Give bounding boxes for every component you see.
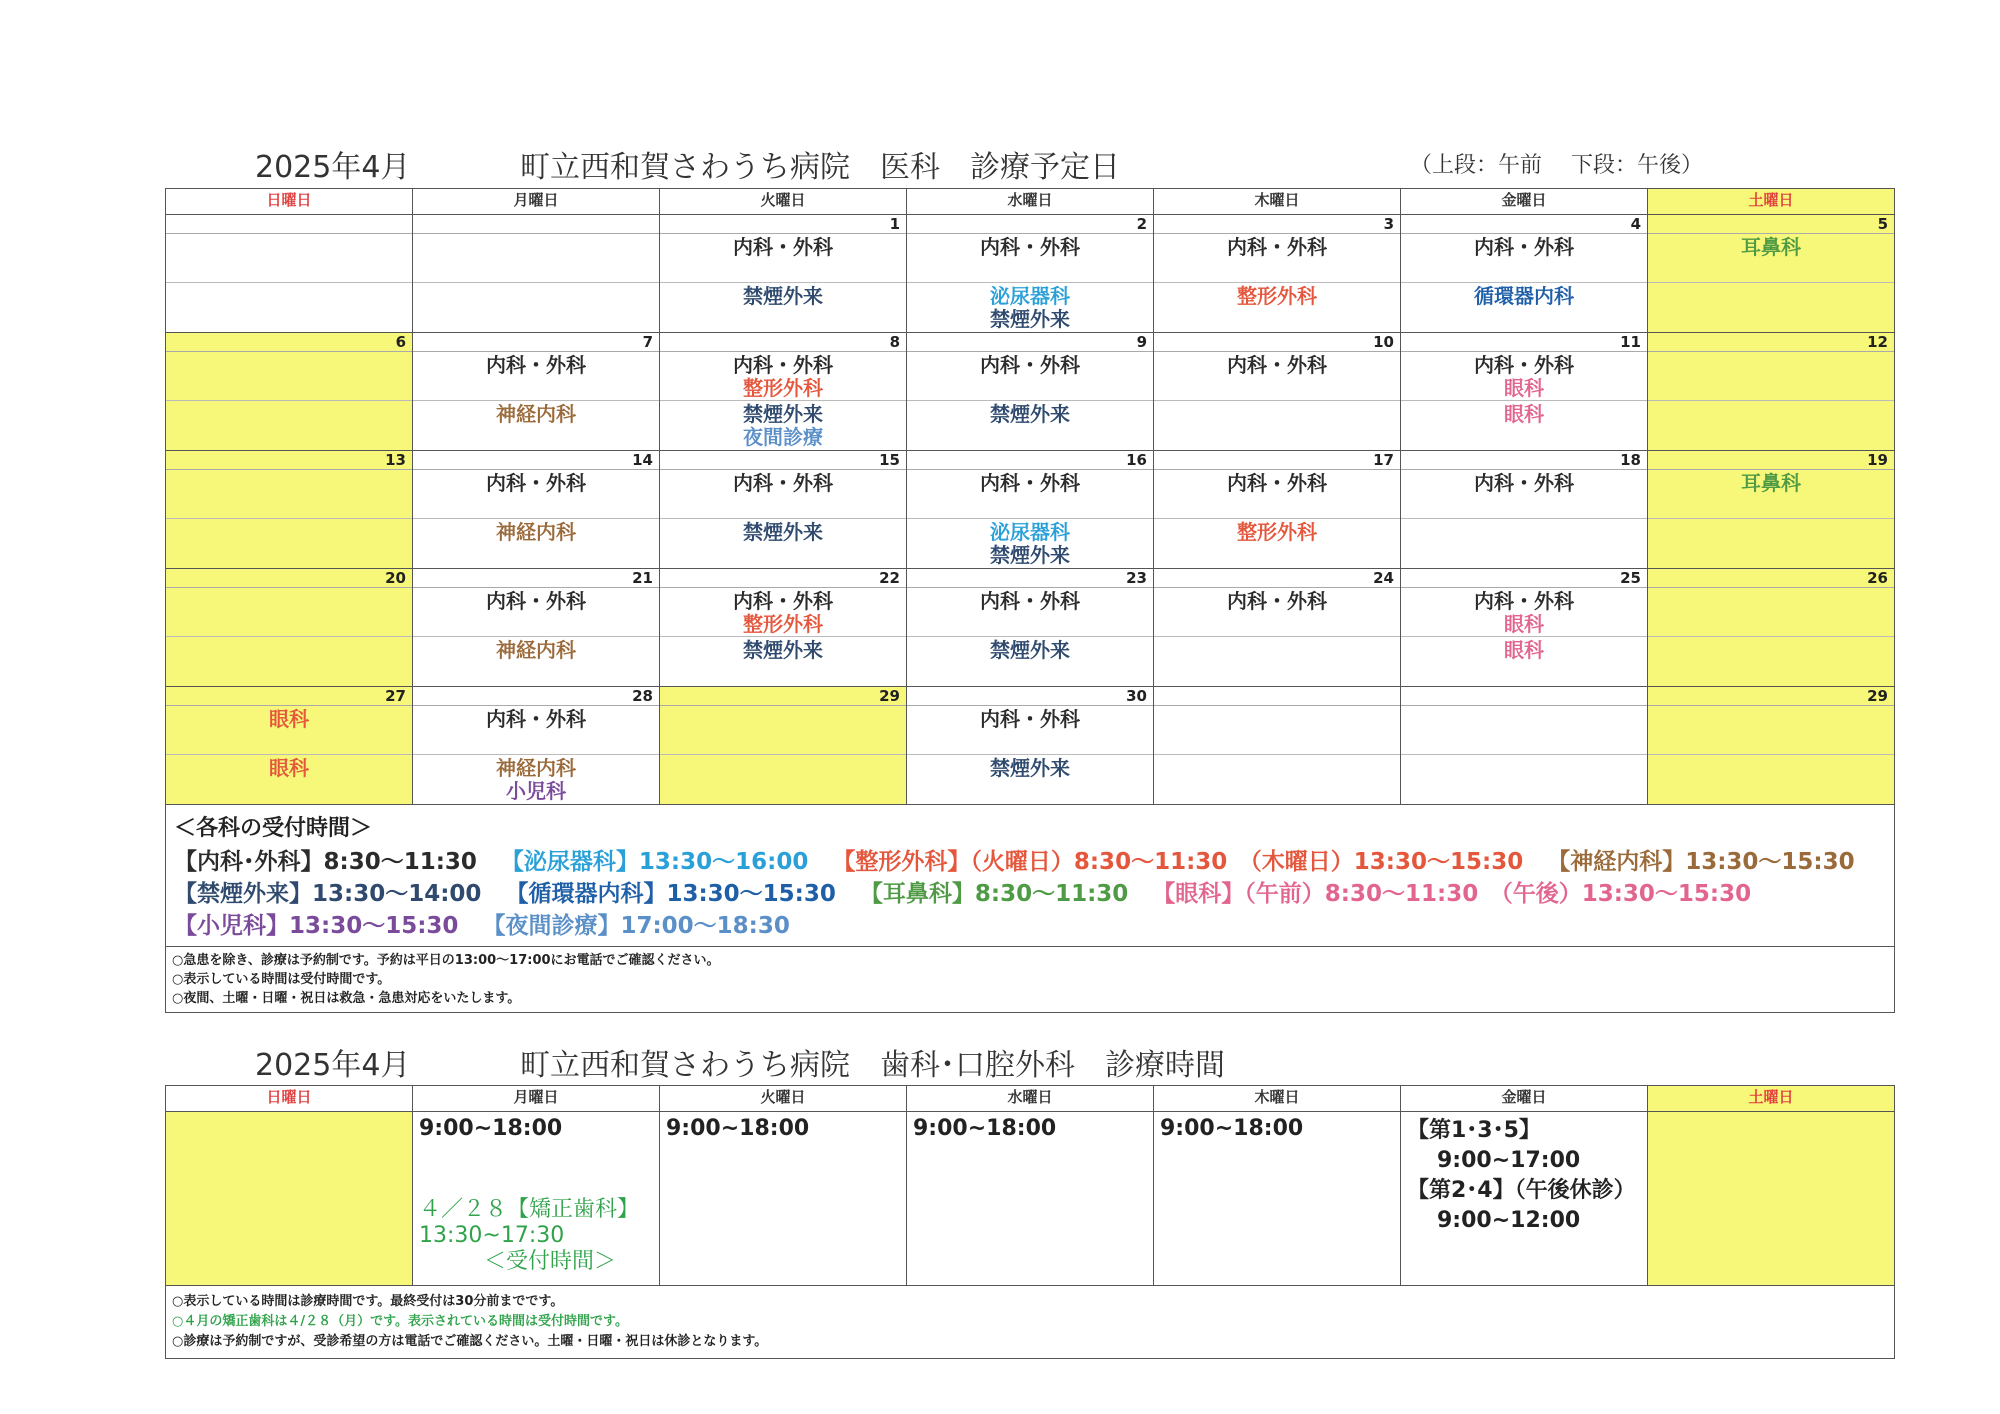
department-label: 泌尿器科 bbox=[990, 284, 1070, 308]
calendar-day-cell bbox=[166, 333, 413, 451]
department-label: 禁煙外来 bbox=[990, 307, 1070, 331]
department-label: 神経内科 bbox=[496, 402, 576, 426]
department-label: 内科・外科 bbox=[1227, 471, 1327, 495]
calendar-day-cell bbox=[413, 687, 660, 805]
department-label: 内科・外科 bbox=[486, 471, 586, 495]
day-number: 3 bbox=[1154, 215, 1400, 234]
afternoon-slot bbox=[1401, 519, 1647, 568]
day-number: 7 bbox=[413, 333, 659, 352]
morning-slot bbox=[660, 470, 906, 519]
dental-tuesday-hours: 9:00~18:00 bbox=[666, 1116, 810, 1141]
calendar-day-cell bbox=[1648, 451, 1895, 569]
department-label: 耳鼻科 bbox=[1741, 235, 1801, 259]
day-number bbox=[1401, 687, 1647, 706]
calendar-day-cell bbox=[907, 451, 1154, 569]
calendar-day-cell bbox=[413, 569, 660, 687]
calendar-day-cell bbox=[1154, 451, 1401, 569]
afternoon-slot bbox=[1154, 755, 1400, 804]
calendar-day-cell bbox=[413, 451, 660, 569]
department-label: 内科・外科 bbox=[1474, 471, 1574, 495]
note-line: ○表示している時間は受付時間です。 bbox=[172, 972, 391, 987]
day-number: 2 bbox=[907, 215, 1153, 234]
morning-slot bbox=[1648, 234, 1894, 283]
reception-entry: 【禁煙外来】13:30～14:00 bbox=[174, 881, 482, 907]
reception-lines bbox=[174, 846, 1886, 942]
day-number: 27 bbox=[166, 687, 412, 706]
note-line: ○診療は予約制ですが、受診希望の方は電話でご確認ください。土曜・日曜・祝日は休診となります。 bbox=[172, 1334, 768, 1349]
calendar-day-cell bbox=[1154, 687, 1401, 805]
morning-slot bbox=[1154, 352, 1400, 401]
medical-weekday-3: 水曜日 bbox=[907, 189, 1154, 215]
dental-friday-cell bbox=[1401, 1112, 1648, 1286]
day-number: 17 bbox=[1154, 451, 1400, 470]
department-label: 内科・外科 bbox=[733, 471, 833, 495]
reception-line bbox=[174, 910, 1886, 942]
calendar-day-cell bbox=[907, 333, 1154, 451]
morning-slot bbox=[907, 352, 1153, 401]
afternoon-slot bbox=[166, 637, 412, 686]
dental-weekday-0: 日曜日 bbox=[166, 1086, 413, 1112]
note-line: ○急患を除き、診療は予約制です。予約は平日の13:00～17:00にお電話でご確認ください。 bbox=[172, 953, 720, 968]
department-label: 禁煙外来 bbox=[990, 756, 1070, 780]
dental-sunday-cell bbox=[166, 1112, 413, 1286]
department-label: 耳鼻科 bbox=[1741, 471, 1801, 495]
department-label: 内科・外科 bbox=[980, 235, 1080, 259]
day-number: 22 bbox=[660, 569, 906, 588]
reception-title: ＜各科の受付時間＞ bbox=[174, 816, 373, 841]
morning-slot bbox=[1648, 470, 1894, 519]
morning-slot bbox=[1154, 588, 1400, 637]
reception-entry: 【整形外科】（火曜日）8:30～11:30 （木曜日）13:30～15:30 bbox=[832, 849, 1524, 875]
reception-line bbox=[174, 846, 1886, 878]
morning-slot bbox=[907, 234, 1153, 283]
calendar-day-cell bbox=[1648, 333, 1895, 451]
department-label: 内科・外科 bbox=[1474, 589, 1574, 613]
morning-slot bbox=[413, 588, 659, 637]
department-label: 禁煙外来 bbox=[743, 520, 823, 544]
calendar-day-cell bbox=[1648, 215, 1895, 333]
calendar-day-cell bbox=[1401, 333, 1648, 451]
calendar-day-cell bbox=[413, 333, 660, 451]
department-label: 神経内科 bbox=[496, 520, 576, 544]
calendar-day-cell bbox=[660, 333, 907, 451]
dental-weekday-4: 木曜日 bbox=[1154, 1086, 1401, 1112]
dental-weekday-6: 土曜日 bbox=[1648, 1086, 1895, 1112]
morning-slot bbox=[1648, 352, 1894, 401]
morning-slot bbox=[660, 234, 906, 283]
department-label: 内科・外科 bbox=[980, 353, 1080, 377]
day-number: 1 bbox=[660, 215, 906, 234]
ortho-hours: 13:30~17:30 bbox=[419, 1223, 565, 1248]
friday-week-135: 【第1･3･5】 bbox=[1407, 1118, 1541, 1143]
day-number: 15 bbox=[660, 451, 906, 470]
reception-entry: 【内科･外科】8:30～11:30 bbox=[174, 849, 477, 875]
medical-weekday-2: 火曜日 bbox=[660, 189, 907, 215]
department-label: 整形外科 bbox=[1237, 520, 1317, 544]
calendar-day-cell bbox=[1154, 569, 1401, 687]
morning-slot bbox=[907, 706, 1153, 755]
department-label: 禁煙外来 bbox=[990, 402, 1070, 426]
dental-title bbox=[165, 1040, 1895, 1083]
day-number: 13 bbox=[166, 451, 412, 470]
morning-slot bbox=[413, 352, 659, 401]
medical-title-month: 2025年4月 bbox=[255, 150, 411, 185]
department-label: 夜間診療 bbox=[743, 425, 823, 449]
dental-notes bbox=[166, 1286, 1895, 1359]
department-label: 内科・外科 bbox=[1227, 353, 1327, 377]
day-number: 11 bbox=[1401, 333, 1647, 352]
afternoon-slot bbox=[1154, 283, 1400, 332]
calendar-day-cell bbox=[660, 215, 907, 333]
department-label: 整形外科 bbox=[743, 612, 823, 636]
dental-weekday-2: 火曜日 bbox=[660, 1086, 907, 1112]
morning-slot bbox=[1154, 706, 1400, 755]
department-label: 眼科 bbox=[269, 707, 309, 731]
medical-weekday-4: 木曜日 bbox=[1154, 189, 1401, 215]
day-number: 9 bbox=[907, 333, 1153, 352]
afternoon-slot bbox=[1154, 401, 1400, 450]
medical-weekday-6: 土曜日 bbox=[1648, 189, 1895, 215]
afternoon-slot bbox=[1401, 637, 1647, 686]
calendar-day-cell bbox=[1648, 687, 1895, 805]
dental-weekday-header bbox=[166, 1086, 1895, 1112]
department-label: 内科・外科 bbox=[1474, 353, 1574, 377]
reception-entry: 【夜間診療】17:00～18:30 bbox=[482, 913, 790, 939]
department-label: 内科・外科 bbox=[1474, 235, 1574, 259]
afternoon-slot bbox=[907, 283, 1153, 332]
morning-slot bbox=[166, 706, 412, 755]
dental-title-month: 2025年4月 bbox=[255, 1048, 411, 1083]
day-number: 16 bbox=[907, 451, 1153, 470]
medical-title-main: 町立西和賀さわうち病院 医科 診療予定日 bbox=[520, 150, 1120, 185]
medical-weekday-5: 金曜日 bbox=[1401, 189, 1648, 215]
medical-title bbox=[165, 142, 1895, 185]
afternoon-slot bbox=[1401, 401, 1647, 450]
dental-monday-hours: 9:00~18:00 bbox=[419, 1116, 563, 1141]
day-number: 19 bbox=[1648, 451, 1894, 470]
morning-slot bbox=[413, 234, 659, 283]
afternoon-slot bbox=[660, 755, 906, 804]
day-number: 29 bbox=[1648, 687, 1894, 706]
department-label: 眼科 bbox=[1504, 376, 1544, 400]
afternoon-slot bbox=[413, 755, 659, 804]
note-line: ○夜間、土曜・日曜・祝日は救急・急患対応をいたします。 bbox=[172, 991, 521, 1006]
afternoon-slot bbox=[413, 519, 659, 568]
calendar-day-cell bbox=[907, 687, 1154, 805]
dental-weekday-1: 月曜日 bbox=[413, 1086, 660, 1112]
medical-calendar-body bbox=[166, 215, 1895, 805]
afternoon-slot bbox=[1154, 519, 1400, 568]
calendar-day-cell bbox=[1401, 215, 1648, 333]
department-label: 内科・外科 bbox=[486, 707, 586, 731]
medical-weekday-1: 月曜日 bbox=[413, 189, 660, 215]
morning-slot bbox=[907, 588, 1153, 637]
reception-line bbox=[174, 878, 1886, 910]
day-number: 20 bbox=[166, 569, 412, 588]
reception-entry: 【眼科】（午前）8:30～11:30 （午後）13:30～15:30 bbox=[1152, 881, 1752, 907]
morning-slot bbox=[1401, 234, 1647, 283]
day-number: 18 bbox=[1401, 451, 1647, 470]
calendar-week bbox=[166, 569, 1895, 687]
day-number: 24 bbox=[1154, 569, 1400, 588]
dental-thursday-hours: 9:00~18:00 bbox=[1160, 1116, 1304, 1141]
afternoon-slot bbox=[907, 755, 1153, 804]
department-label: 神経内科 bbox=[496, 756, 576, 780]
reception-entry: 【神経内科】13:30～15:30 bbox=[1547, 849, 1855, 875]
calendar-day-cell bbox=[660, 451, 907, 569]
department-label: 神経内科 bbox=[496, 638, 576, 662]
note-line: ○４月の矯正歯科は４/２８（月）です。表示されている時間は受付時間です。 bbox=[172, 1314, 629, 1329]
dental-weekday-3: 水曜日 bbox=[907, 1086, 1154, 1112]
dental-wednesday-cell bbox=[907, 1112, 1154, 1286]
morning-slot bbox=[166, 470, 412, 519]
day-number bbox=[1154, 687, 1400, 706]
friday-hours-135: 9:00~17:00 bbox=[1437, 1148, 1581, 1173]
dental-monday-cell bbox=[413, 1112, 660, 1286]
medical-weekday-header bbox=[166, 189, 1895, 215]
department-label: 禁煙外来 bbox=[990, 543, 1070, 567]
calendar-day-cell bbox=[907, 569, 1154, 687]
calendar-week bbox=[166, 451, 1895, 569]
calendar-day-cell bbox=[166, 215, 413, 333]
dental-title-main: 町立西和賀さわうち病院 歯科･口腔外科 診療時間 bbox=[520, 1048, 1225, 1083]
note-line: ○表示している時間は診療時間です。最終受付は30分前までです。 bbox=[172, 1294, 564, 1309]
medical-notes bbox=[166, 947, 1895, 1013]
afternoon-slot bbox=[660, 283, 906, 332]
day-number: 8 bbox=[660, 333, 906, 352]
dental-thursday-cell bbox=[1154, 1112, 1401, 1286]
afternoon-slot bbox=[413, 283, 659, 332]
department-label: 内科・外科 bbox=[486, 589, 586, 613]
dental-schedule bbox=[165, 1085, 1895, 1359]
calendar-day-cell bbox=[1154, 215, 1401, 333]
afternoon-slot bbox=[907, 637, 1153, 686]
afternoon-slot bbox=[660, 637, 906, 686]
afternoon-slot bbox=[166, 401, 412, 450]
calendar-day-cell bbox=[413, 215, 660, 333]
medical-title-note: （上段：午前 下段：午後） bbox=[1410, 153, 1703, 178]
afternoon-slot bbox=[166, 519, 412, 568]
morning-slot bbox=[1154, 234, 1400, 283]
department-label: 禁煙外来 bbox=[743, 284, 823, 308]
department-label: 内科・外科 bbox=[980, 707, 1080, 731]
afternoon-slot bbox=[1648, 519, 1894, 568]
morning-slot bbox=[1401, 470, 1647, 519]
morning-slot bbox=[413, 706, 659, 755]
department-label: 禁煙外来 bbox=[743, 638, 823, 662]
reception-times bbox=[166, 805, 1895, 947]
dental-saturday-cell bbox=[1648, 1112, 1895, 1286]
reception-entry: 【泌尿器科】13:30～16:00 bbox=[500, 849, 809, 875]
ortho-note: ＜受付時間＞ bbox=[484, 1249, 617, 1274]
department-label: 眼科 bbox=[269, 756, 309, 780]
medical-weekday-0: 日曜日 bbox=[166, 189, 413, 215]
calendar-day-cell bbox=[1401, 687, 1648, 805]
afternoon-slot bbox=[1648, 401, 1894, 450]
department-label: 内科・外科 bbox=[486, 353, 586, 377]
morning-slot bbox=[1154, 470, 1400, 519]
department-label: 内科・外科 bbox=[733, 589, 833, 613]
department-label: 禁煙外来 bbox=[743, 402, 823, 426]
calendar-day-cell bbox=[1401, 451, 1648, 569]
day-number: 29 bbox=[660, 687, 906, 706]
day-number: 21 bbox=[413, 569, 659, 588]
morning-slot bbox=[1401, 352, 1647, 401]
afternoon-slot bbox=[1648, 283, 1894, 332]
day-number bbox=[166, 215, 412, 234]
calendar-week bbox=[166, 687, 1895, 805]
day-number: 26 bbox=[1648, 569, 1894, 588]
day-number: 12 bbox=[1648, 333, 1894, 352]
ortho-date: ４／２８【矯正歯科】 bbox=[419, 1197, 640, 1222]
calendar-day-cell bbox=[166, 687, 413, 805]
department-label: 循環器内科 bbox=[1474, 284, 1574, 308]
day-number: 4 bbox=[1401, 215, 1647, 234]
morning-slot bbox=[907, 470, 1153, 519]
calendar-day-cell bbox=[660, 687, 907, 805]
afternoon-slot bbox=[1648, 755, 1894, 804]
calendar-week bbox=[166, 333, 1895, 451]
department-label: 整形外科 bbox=[743, 376, 823, 400]
dental-wednesday-hours: 9:00~18:00 bbox=[913, 1116, 1057, 1141]
medical-calendar bbox=[165, 188, 1895, 1013]
day-number: 10 bbox=[1154, 333, 1400, 352]
calendar-day-cell bbox=[660, 569, 907, 687]
calendar-week bbox=[166, 215, 1895, 333]
afternoon-slot bbox=[413, 401, 659, 450]
department-label: 内科・外科 bbox=[1227, 235, 1327, 259]
department-label: 眼科 bbox=[1504, 402, 1544, 426]
afternoon-slot bbox=[1401, 755, 1647, 804]
afternoon-slot bbox=[660, 401, 906, 450]
department-label: 内科・外科 bbox=[733, 235, 833, 259]
reception-entry: 【小児科】13:30～15:30 bbox=[174, 913, 459, 939]
morning-slot bbox=[166, 352, 412, 401]
department-label: 禁煙外来 bbox=[990, 638, 1070, 662]
dental-weekday-5: 金曜日 bbox=[1401, 1086, 1648, 1112]
department-label: 眼科 bbox=[1504, 638, 1544, 662]
department-label: 整形外科 bbox=[1237, 284, 1317, 308]
day-number: 30 bbox=[907, 687, 1153, 706]
morning-slot bbox=[413, 470, 659, 519]
afternoon-slot bbox=[660, 519, 906, 568]
calendar-day-cell bbox=[1401, 569, 1648, 687]
afternoon-slot bbox=[907, 401, 1153, 450]
department-label: 泌尿器科 bbox=[990, 520, 1070, 544]
calendar-day-cell bbox=[166, 569, 413, 687]
reception-entry: 【循環器内科】13:30～15:30 bbox=[505, 881, 836, 907]
department-label: 小児科 bbox=[506, 779, 566, 803]
calendar-day-cell bbox=[166, 451, 413, 569]
day-number: 25 bbox=[1401, 569, 1647, 588]
morning-slot bbox=[1401, 588, 1647, 637]
calendar-day-cell bbox=[1154, 333, 1401, 451]
friday-week-24: 【第2･4】（午後休診） bbox=[1407, 1178, 1636, 1203]
morning-slot bbox=[166, 234, 412, 283]
department-label: 内科・外科 bbox=[733, 353, 833, 377]
morning-slot bbox=[166, 588, 412, 637]
afternoon-slot bbox=[1154, 637, 1400, 686]
afternoon-slot bbox=[1648, 637, 1894, 686]
day-number: 5 bbox=[1648, 215, 1894, 234]
day-number: 14 bbox=[413, 451, 659, 470]
day-number: 6 bbox=[166, 333, 412, 352]
morning-slot bbox=[1648, 588, 1894, 637]
afternoon-slot bbox=[413, 637, 659, 686]
day-number bbox=[413, 215, 659, 234]
department-label: 眼科 bbox=[1504, 612, 1544, 636]
department-label: 内科・外科 bbox=[980, 471, 1080, 495]
department-label: 内科・外科 bbox=[980, 589, 1080, 613]
dental-tuesday-cell bbox=[660, 1112, 907, 1286]
morning-slot bbox=[1401, 706, 1647, 755]
reception-entry: 【耳鼻科】8:30～11:30 bbox=[859, 881, 1129, 907]
morning-slot bbox=[660, 352, 906, 401]
department-label: 内科・外科 bbox=[1227, 589, 1327, 613]
calendar-day-cell bbox=[1648, 569, 1895, 687]
friday-hours-24: 9:00~12:00 bbox=[1437, 1208, 1581, 1233]
afternoon-slot bbox=[166, 755, 412, 804]
dental-monday-special bbox=[419, 1197, 653, 1275]
morning-slot bbox=[1648, 706, 1894, 755]
morning-slot bbox=[660, 706, 906, 755]
day-number: 28 bbox=[413, 687, 659, 706]
morning-slot bbox=[660, 588, 906, 637]
calendar-day-cell bbox=[907, 215, 1154, 333]
afternoon-slot bbox=[907, 519, 1153, 568]
afternoon-slot bbox=[166, 283, 412, 332]
afternoon-slot bbox=[1401, 283, 1647, 332]
day-number: 23 bbox=[907, 569, 1153, 588]
